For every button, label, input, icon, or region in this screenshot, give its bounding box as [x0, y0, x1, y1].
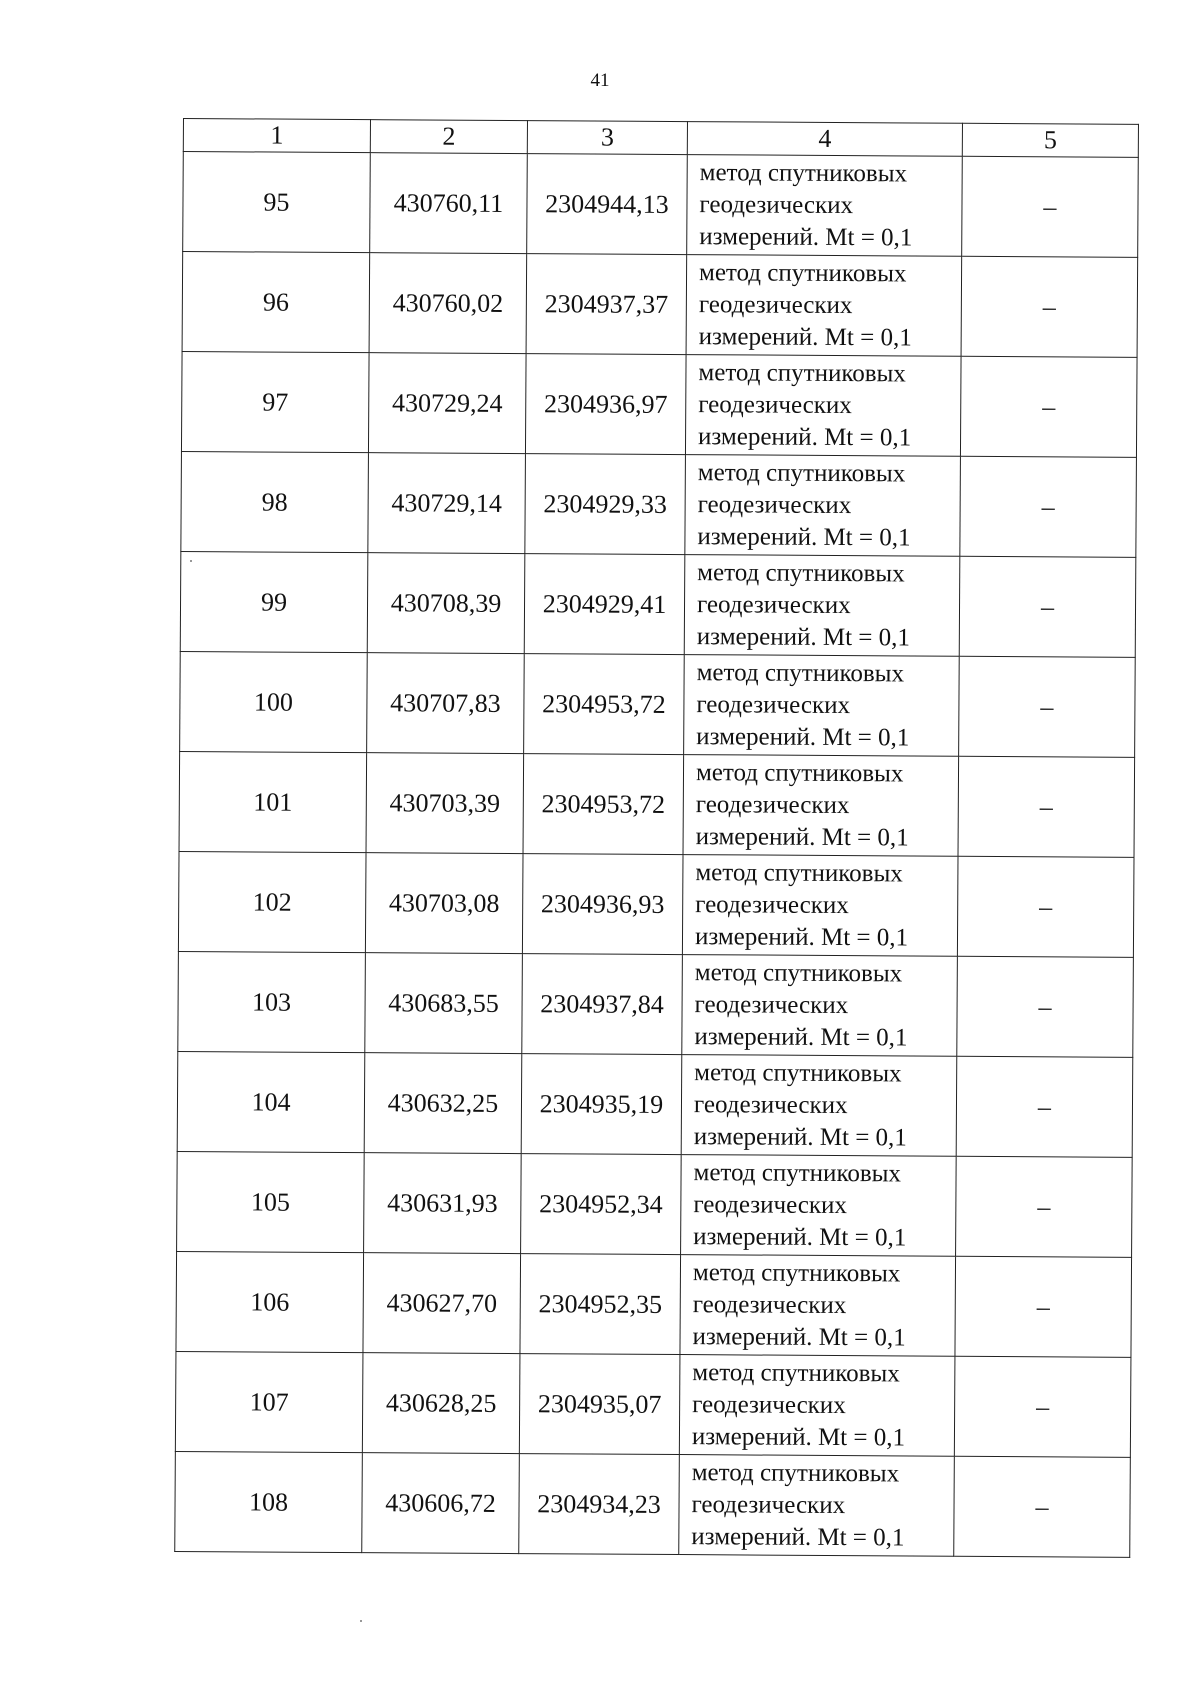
- note-cell: –: [954, 1456, 1131, 1557]
- method-line-1: метод спутниковых: [695, 858, 903, 887]
- method-line-2: геодезических: [691, 1490, 846, 1519]
- point-number-cell: 96: [182, 252, 370, 353]
- table-row: [178, 951, 1134, 1057]
- point-number-cell: 97: [181, 351, 369, 452]
- y-coordinate-cell: 2304929,33: [525, 454, 686, 555]
- point-number-cell: 99: [180, 551, 368, 652]
- method-line-3: измерений. Mt = 0,1: [691, 1422, 906, 1451]
- method-cell: [681, 1055, 957, 1157]
- table-row: [175, 1451, 1131, 1557]
- method-cell: [682, 855, 958, 957]
- method-line-1: метод спутниковых: [698, 258, 907, 287]
- method-line-2: геодезических: [693, 1090, 848, 1119]
- x-coordinate-cell: 430703,08: [365, 853, 523, 954]
- coordinates-table: [174, 118, 1139, 1558]
- y-coordinate-cell: 2304937,37: [526, 254, 687, 355]
- method-line-1: метод спутниковых: [693, 1158, 902, 1187]
- method-line-2: геодезических: [695, 790, 850, 819]
- note-cell: –: [957, 856, 1134, 957]
- point-number-cell: 105: [177, 1151, 365, 1252]
- table-row: [180, 651, 1136, 757]
- table-row: [183, 152, 1139, 258]
- table-row: [178, 851, 1134, 957]
- y-coordinate-cell: 2304935,07: [519, 1354, 680, 1455]
- table-row: [180, 551, 1136, 657]
- method-line-3: измерений. Mt = 0,1: [697, 522, 911, 551]
- method-line-2: геодезических: [694, 990, 849, 1019]
- method-line-2: геодезических: [692, 1290, 847, 1319]
- point-number-cell: 98: [181, 451, 369, 552]
- method-line-3: измерений. Mt = 0,1: [692, 1322, 906, 1351]
- method-cell: [682, 955, 958, 1057]
- x-coordinate-cell: 430707,83: [367, 653, 525, 754]
- method-line-2: геодезических: [692, 1390, 846, 1419]
- note-cell: –: [955, 1256, 1132, 1357]
- scan-speck: [190, 560, 192, 562]
- method-line-1: метод спутниковых: [699, 158, 908, 187]
- method-cell: [685, 355, 961, 457]
- method-line-3: измерений. Mt = 0,1: [699, 222, 913, 251]
- x-coordinate-cell: 430708,39: [367, 553, 525, 654]
- method-line-2: геодезических: [698, 390, 852, 419]
- method-line-1: метод спутниковых: [692, 1258, 901, 1287]
- table-row: [181, 351, 1137, 457]
- y-coordinate-cell: 2304953,72: [523, 754, 684, 855]
- x-coordinate-cell: 430627,70: [363, 1253, 521, 1354]
- note-cell: –: [959, 656, 1136, 757]
- note-cell: –: [956, 1156, 1133, 1257]
- method-line-2: геодезических: [696, 690, 851, 719]
- y-coordinate-cell: 2304936,93: [522, 854, 683, 955]
- method-cell: [679, 1455, 955, 1557]
- method-line-3: измерений. Mt = 0,1: [698, 322, 912, 351]
- method-line-2: геодезических: [698, 290, 853, 319]
- method-line-3: измерений. Mt = 0,1: [694, 922, 909, 951]
- method-line-3: измерений. Mt = 0,1: [695, 822, 909, 851]
- note-cell: –: [954, 1356, 1131, 1457]
- point-number-cell: 102: [178, 851, 366, 952]
- method-cell: [680, 1255, 956, 1357]
- x-coordinate-cell: 430632,25: [364, 1053, 522, 1154]
- method-line-1: метод спутниковых: [698, 358, 906, 387]
- note-cell: –: [960, 356, 1137, 457]
- method-line-2: геодезических: [696, 590, 851, 619]
- x-coordinate-cell: 430760,02: [369, 253, 527, 354]
- x-coordinate-cell: 430631,93: [364, 1153, 522, 1254]
- method-line-2: геодезических: [695, 890, 849, 919]
- method-line-1: метод спутниковых: [694, 1058, 902, 1087]
- note-cell: –: [960, 456, 1137, 557]
- y-coordinate-cell: 2304934,23: [519, 1454, 680, 1555]
- point-number-cell: 108: [175, 1451, 363, 1552]
- note-cell: –: [959, 556, 1136, 657]
- x-coordinate-cell: 430729,14: [368, 453, 526, 554]
- method-cell: [684, 555, 960, 657]
- table-row: [177, 1051, 1133, 1157]
- note-cell: –: [957, 956, 1134, 1057]
- method-line-2: геодезических: [699, 190, 854, 219]
- method-line-1: метод спутниковых: [692, 1358, 900, 1387]
- x-coordinate-cell: 430703,39: [366, 753, 524, 854]
- point-number-cell: 103: [178, 951, 366, 1052]
- method-line-3: измерений. Mt = 0,1: [691, 1522, 905, 1551]
- x-coordinate-cell: 430729,24: [368, 353, 526, 454]
- method-line-3: измерений. Mt = 0,1: [696, 622, 911, 651]
- header-col-3: 3: [527, 121, 687, 155]
- method-cell: [679, 1355, 955, 1457]
- table-row: [177, 1151, 1133, 1257]
- point-number-cell: 107: [175, 1351, 363, 1452]
- method-line-3: измерений. Mt = 0,1: [697, 422, 912, 451]
- header-col-1: 1: [183, 119, 370, 153]
- y-coordinate-cell: 2304936,97: [525, 354, 686, 455]
- method-line-2: геодезических: [693, 1190, 848, 1219]
- note-cell: –: [958, 756, 1135, 857]
- x-coordinate-cell: 430628,25: [362, 1353, 520, 1454]
- method-line-3: измерений. Mt = 0,1: [694, 1022, 908, 1051]
- note-cell: –: [962, 156, 1139, 257]
- point-number-cell: 95: [183, 152, 371, 253]
- method-cell: [683, 755, 959, 857]
- header-col-5: 5: [962, 123, 1138, 157]
- point-number-cell: 101: [179, 751, 367, 852]
- method-line-1: метод спутниковых: [697, 558, 905, 587]
- method-line-1: метод спутниковых: [695, 758, 904, 787]
- method-cell: [684, 655, 960, 757]
- method-cell: [681, 1155, 957, 1257]
- method-line-3: измерений. Mt = 0,1: [693, 1122, 907, 1151]
- method-line-1: метод спутниковых: [694, 958, 903, 987]
- header-col-4: 4: [687, 122, 962, 157]
- point-number-cell: 104: [177, 1051, 365, 1152]
- point-number-cell: 100: [180, 651, 368, 752]
- y-coordinate-cell: 2304937,84: [522, 954, 683, 1055]
- table-body: [175, 152, 1139, 1558]
- table-row: [182, 252, 1138, 358]
- point-number-cell: 106: [176, 1251, 364, 1352]
- y-coordinate-cell: 2304944,13: [527, 154, 688, 255]
- y-coordinate-cell: 2304935,19: [521, 1054, 682, 1155]
- x-coordinate-cell: 430760,11: [370, 153, 528, 254]
- method-line-1: метод спутниковых: [696, 658, 905, 687]
- method-line-1: метод спутниковых: [691, 1458, 900, 1487]
- table-row: [175, 1351, 1131, 1457]
- method-line-1: метод спутниковых: [697, 458, 906, 487]
- method-line-3: измерений. Mt = 0,1: [693, 1222, 907, 1251]
- x-coordinate-cell: 430606,72: [362, 1453, 520, 1554]
- y-coordinate-cell: 2304929,41: [524, 554, 685, 655]
- method-cell: [687, 155, 963, 257]
- page-number: 41: [590, 70, 610, 91]
- x-coordinate-cell: 430683,55: [365, 953, 523, 1054]
- note-cell: –: [961, 256, 1138, 357]
- method-line-2: геодезических: [697, 490, 852, 519]
- table-row: [181, 451, 1137, 557]
- table-row: [176, 1251, 1132, 1357]
- y-coordinate-cell: 2304952,35: [520, 1254, 681, 1355]
- method-line-3: измерений. Mt = 0,1: [696, 722, 910, 751]
- table-row: [179, 751, 1135, 857]
- y-coordinate-cell: 2304952,34: [521, 1154, 682, 1255]
- note-cell: –: [956, 1056, 1133, 1157]
- y-coordinate-cell: 2304953,72: [524, 654, 685, 755]
- scan-speck: [360, 1620, 362, 1622]
- header-col-2: 2: [370, 120, 527, 154]
- method-cell: [686, 255, 962, 357]
- method-cell: [685, 455, 961, 557]
